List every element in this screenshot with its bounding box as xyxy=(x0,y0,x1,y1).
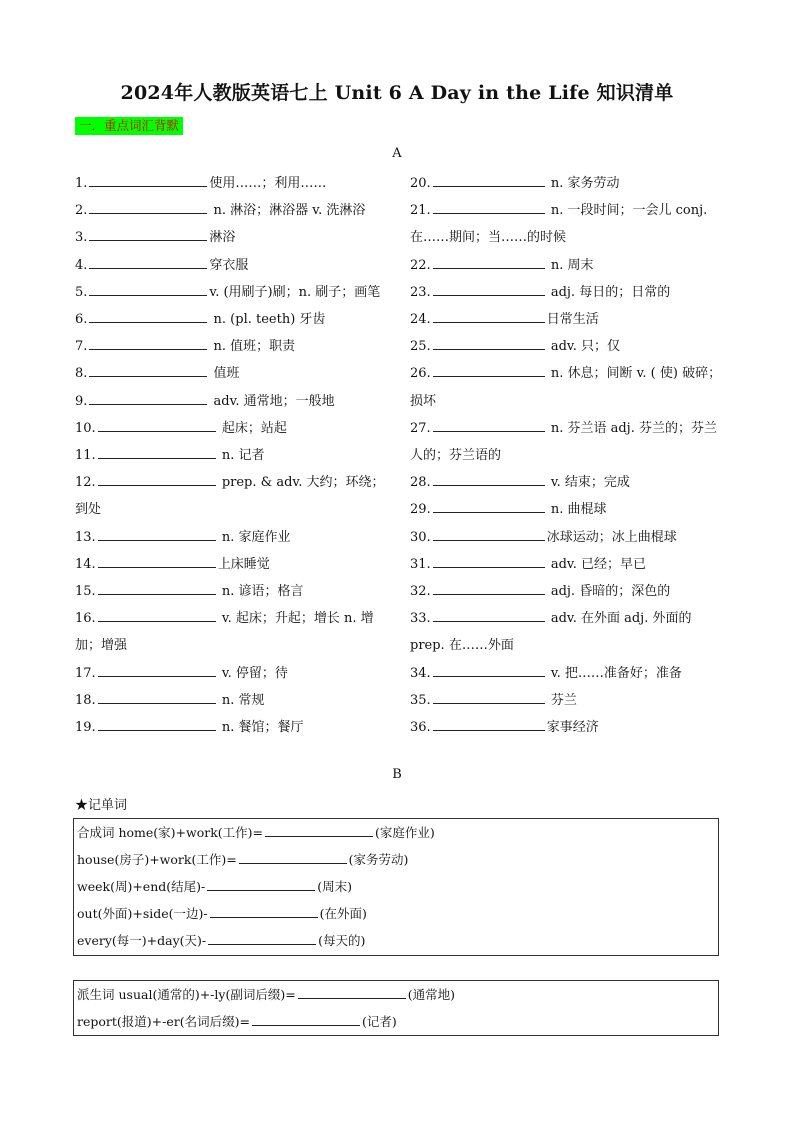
item-number: 11. xyxy=(75,448,96,464)
vocab-item xyxy=(410,306,728,333)
section-heading: 一．重点词汇背默 xyxy=(75,117,183,135)
item-definition: 起床；站起 xyxy=(217,420,287,436)
answer-blank[interactable] xyxy=(89,283,207,296)
item-definition: n. 家庭作业 xyxy=(217,529,291,545)
answer-blank[interactable] xyxy=(210,905,318,918)
item-definition: n. 值班；职责 xyxy=(209,339,296,355)
item-number: 34. xyxy=(410,665,431,681)
item-number: 28. xyxy=(410,475,431,491)
item-number: 24. xyxy=(410,312,431,328)
item-definition: 淋浴 xyxy=(209,230,236,246)
vocab-item xyxy=(75,333,395,360)
item-number: 22. xyxy=(410,257,431,273)
vocab-item xyxy=(75,252,395,279)
item-definition: n. 休息；间断 v. ( 使) 破碎；损坏 xyxy=(410,366,722,409)
formation-meaning: (周末) xyxy=(317,879,352,894)
item-number: 17. xyxy=(75,665,96,681)
item-definition: n. 淋浴；淋浴器 v. 洗淋浴 xyxy=(209,203,366,219)
item-definition: n. 家务劳动 xyxy=(546,176,620,191)
vocab-item xyxy=(410,551,728,578)
vocab-item xyxy=(410,197,728,251)
item-definition: v. 把……准备好；准备 xyxy=(546,665,682,681)
answer-blank[interactable] xyxy=(89,174,207,187)
vocab-list-left xyxy=(75,170,395,741)
answer-blank[interactable] xyxy=(433,419,545,432)
item-definition: 日常生活 xyxy=(546,312,599,328)
answer-blank[interactable] xyxy=(433,664,545,677)
item-number: 15. xyxy=(75,584,96,600)
answer-blank[interactable] xyxy=(433,174,545,187)
item-definition: v. (用刷子)刷；n. 刷子；画笔 xyxy=(209,284,381,300)
vocab-item xyxy=(75,714,395,741)
item-definition: adv. 通常地；一般地 xyxy=(209,393,335,409)
formation-meaning: (在外面) xyxy=(319,906,367,921)
word-formation-row xyxy=(77,1008,715,1035)
vocab-item xyxy=(410,170,728,197)
vocab-item xyxy=(75,306,395,333)
answer-blank[interactable] xyxy=(89,310,207,323)
vocab-item xyxy=(410,469,728,496)
item-number: 32. xyxy=(410,584,431,600)
vocab-item xyxy=(75,469,395,523)
item-definition: n. 芬兰语 adj. 芬兰的；芬兰人的；芬兰语的 xyxy=(410,420,717,464)
vocab-item xyxy=(75,605,395,659)
item-definition: 芬兰 xyxy=(546,692,577,708)
item-definition: n. 常规 xyxy=(217,692,265,708)
answer-blank[interactable] xyxy=(433,256,545,269)
vocab-item xyxy=(75,687,395,714)
answer-blank[interactable] xyxy=(98,528,216,541)
subsection-a-label: A xyxy=(392,146,402,161)
item-number: 35. xyxy=(410,692,431,708)
answer-blank[interactable] xyxy=(98,419,216,432)
item-number: 7. xyxy=(75,339,88,355)
vocab-item xyxy=(410,360,728,414)
vocab-item xyxy=(75,388,395,415)
answer-blank[interactable] xyxy=(89,201,207,214)
vocab-item xyxy=(75,524,395,551)
answer-blank[interactable] xyxy=(89,337,207,350)
vocab-item xyxy=(75,224,395,251)
item-number: 20. xyxy=(410,176,431,191)
item-definition: 使用……；利用…… xyxy=(209,176,327,191)
item-number: 26. xyxy=(410,366,431,382)
compound-words-box xyxy=(73,818,719,956)
vocab-item xyxy=(75,197,395,224)
item-definition: adv. 只；仅 xyxy=(546,339,620,355)
formation-meaning: (每天的) xyxy=(318,933,366,948)
item-number: 16. xyxy=(75,611,96,627)
vocab-item xyxy=(410,333,728,360)
item-number: 30. xyxy=(410,529,431,545)
item-definition: 穿衣服 xyxy=(209,257,249,273)
answer-blank[interactable] xyxy=(433,310,545,323)
item-number: 14. xyxy=(75,556,96,572)
formation-rule: 合成词 home(家)+work(工作)= xyxy=(77,825,264,840)
item-number: 18. xyxy=(75,692,96,708)
vocab-item xyxy=(75,360,395,387)
answer-blank[interactable] xyxy=(433,718,545,731)
vocab-item xyxy=(75,415,395,442)
vocab-item xyxy=(75,279,395,306)
item-definition: 家事经济 xyxy=(546,720,599,736)
answer-blank[interactable] xyxy=(239,851,347,864)
answer-blank[interactable] xyxy=(433,582,545,595)
answer-blank[interactable] xyxy=(433,500,545,513)
word-formation-row xyxy=(77,927,715,954)
formation-rule: 派生词 usual(通常的)+-ly(副词后缀)= xyxy=(77,987,296,1002)
formation-meaning: (家务劳动) xyxy=(348,852,409,867)
answer-blank[interactable] xyxy=(252,1013,360,1026)
memorize-words-heading: ★记单词 xyxy=(75,798,128,813)
item-number: 25. xyxy=(410,339,431,355)
answer-blank[interactable] xyxy=(433,555,545,568)
word-formation-row xyxy=(77,900,715,927)
item-number: 36. xyxy=(410,720,431,736)
formation-rule: every(每一)+day(天)- xyxy=(77,933,207,948)
item-number: 1. xyxy=(75,176,88,191)
formation-meaning: (家庭作业) xyxy=(375,825,435,840)
answer-blank[interactable] xyxy=(98,555,216,568)
item-number: 4. xyxy=(75,257,88,273)
answer-blank[interactable] xyxy=(89,228,207,241)
formation-rule: out(外面)+side(一边)- xyxy=(77,906,208,921)
answer-blank[interactable] xyxy=(433,528,545,541)
vocab-item xyxy=(410,252,728,279)
answer-blank[interactable] xyxy=(98,718,216,731)
vocab-item xyxy=(410,605,728,659)
formation-meaning: (记者) xyxy=(361,1014,397,1029)
answer-blank[interactable] xyxy=(265,824,373,837)
item-number: 5. xyxy=(75,284,88,300)
item-definition: 上床睡觉 xyxy=(217,556,270,572)
subsection-b-label: B xyxy=(392,767,402,782)
answer-blank[interactable] xyxy=(433,691,545,704)
vocab-item xyxy=(410,660,728,687)
item-number: 27. xyxy=(410,420,431,436)
item-number: 13. xyxy=(75,529,96,545)
vocab-item xyxy=(75,442,395,469)
item-definition: 值班 xyxy=(209,366,240,382)
vocab-item xyxy=(410,578,728,605)
vocab-item xyxy=(410,279,728,306)
item-number: 29. xyxy=(410,502,431,518)
answer-blank[interactable] xyxy=(298,986,406,999)
item-definition: n. (pl. teeth) 牙齿 xyxy=(209,312,326,328)
word-formation-row xyxy=(77,873,715,900)
formation-meaning: (通常地) xyxy=(407,987,455,1002)
item-number: 31. xyxy=(410,556,431,572)
item-definition: adv. 在外面 adj. 外面的 prep. 在……外面 xyxy=(410,611,692,654)
formation-rule: house(房子)+work(工作)= xyxy=(77,852,237,867)
item-number: 2. xyxy=(75,203,88,219)
item-definition: n. 周末 xyxy=(546,257,594,273)
vocab-list-right xyxy=(410,170,728,741)
page-title: 2024年人教版英语七上 Unit 6 A Day in the Life 知识清单 xyxy=(120,82,674,104)
answer-blank[interactable] xyxy=(98,664,216,677)
answer-blank[interactable] xyxy=(433,473,545,486)
answer-blank[interactable] xyxy=(433,364,545,377)
item-definition: v. 结束；完成 xyxy=(546,475,630,491)
answer-blank[interactable] xyxy=(208,932,316,945)
vocab-item xyxy=(410,415,728,469)
vocab-item xyxy=(75,170,395,197)
item-definition: 冰球运动；冰上曲棍球 xyxy=(546,529,677,545)
word-formation-row xyxy=(77,846,715,873)
item-definition: adv. 已经；早已 xyxy=(546,556,646,572)
item-definition: v. 停留；待 xyxy=(217,665,288,681)
vocab-item xyxy=(410,687,728,714)
item-number: 8. xyxy=(75,366,88,382)
answer-blank[interactable] xyxy=(89,256,207,269)
answer-blank[interactable] xyxy=(98,473,216,486)
answer-blank[interactable] xyxy=(98,609,216,622)
item-definition: n. 曲棍球 xyxy=(546,502,607,518)
item-definition: n. 一段时间；一会儿 conj. 在……期间；当……的时候 xyxy=(410,203,708,246)
item-definition: v. 起床；升起；增长 n. 增加；增强 xyxy=(75,611,374,654)
formation-rule: week(周)+end(结尾)- xyxy=(77,879,206,894)
vocab-item xyxy=(410,524,728,551)
item-number: 33. xyxy=(410,611,431,627)
item-number: 23. xyxy=(410,284,431,300)
formation-rule: report(报道)+-er(名词后缀)= xyxy=(77,1014,250,1029)
item-definition: n. 谚语；格言 xyxy=(217,584,304,600)
vocab-item xyxy=(75,660,395,687)
item-definition: prep. & adv. 大约；环绕；到处 xyxy=(75,475,385,518)
word-formation-row xyxy=(77,819,715,846)
item-number: 19. xyxy=(75,720,96,736)
answer-blank[interactable] xyxy=(89,364,207,377)
item-definition: n. 记者 xyxy=(217,448,265,464)
item-definition: adj. 每日的；日常的 xyxy=(546,284,671,300)
vocab-item xyxy=(75,551,395,578)
item-definition: adj. 昏暗的；深色的 xyxy=(546,584,671,600)
vocab-item xyxy=(410,714,728,741)
derivative-words-box xyxy=(73,980,719,1036)
answer-blank[interactable] xyxy=(207,878,315,891)
item-number: 12. xyxy=(75,475,96,491)
item-number: 3. xyxy=(75,230,88,246)
answer-blank[interactable] xyxy=(98,691,216,704)
word-formation-row xyxy=(77,981,715,1008)
answer-blank[interactable] xyxy=(98,446,216,459)
answer-blank[interactable] xyxy=(433,337,545,350)
answer-blank[interactable] xyxy=(433,201,545,214)
answer-blank[interactable] xyxy=(433,283,545,296)
item-number: 9. xyxy=(75,393,88,409)
item-number: 6. xyxy=(75,312,88,328)
vocab-item xyxy=(410,496,728,523)
vocab-item xyxy=(75,578,395,605)
answer-blank[interactable] xyxy=(433,609,545,622)
answer-blank[interactable] xyxy=(98,582,216,595)
item-number: 10. xyxy=(75,420,96,436)
answer-blank[interactable] xyxy=(89,392,207,405)
item-number: 21. xyxy=(410,203,431,219)
item-definition: n. 餐馆；餐厅 xyxy=(217,720,304,736)
